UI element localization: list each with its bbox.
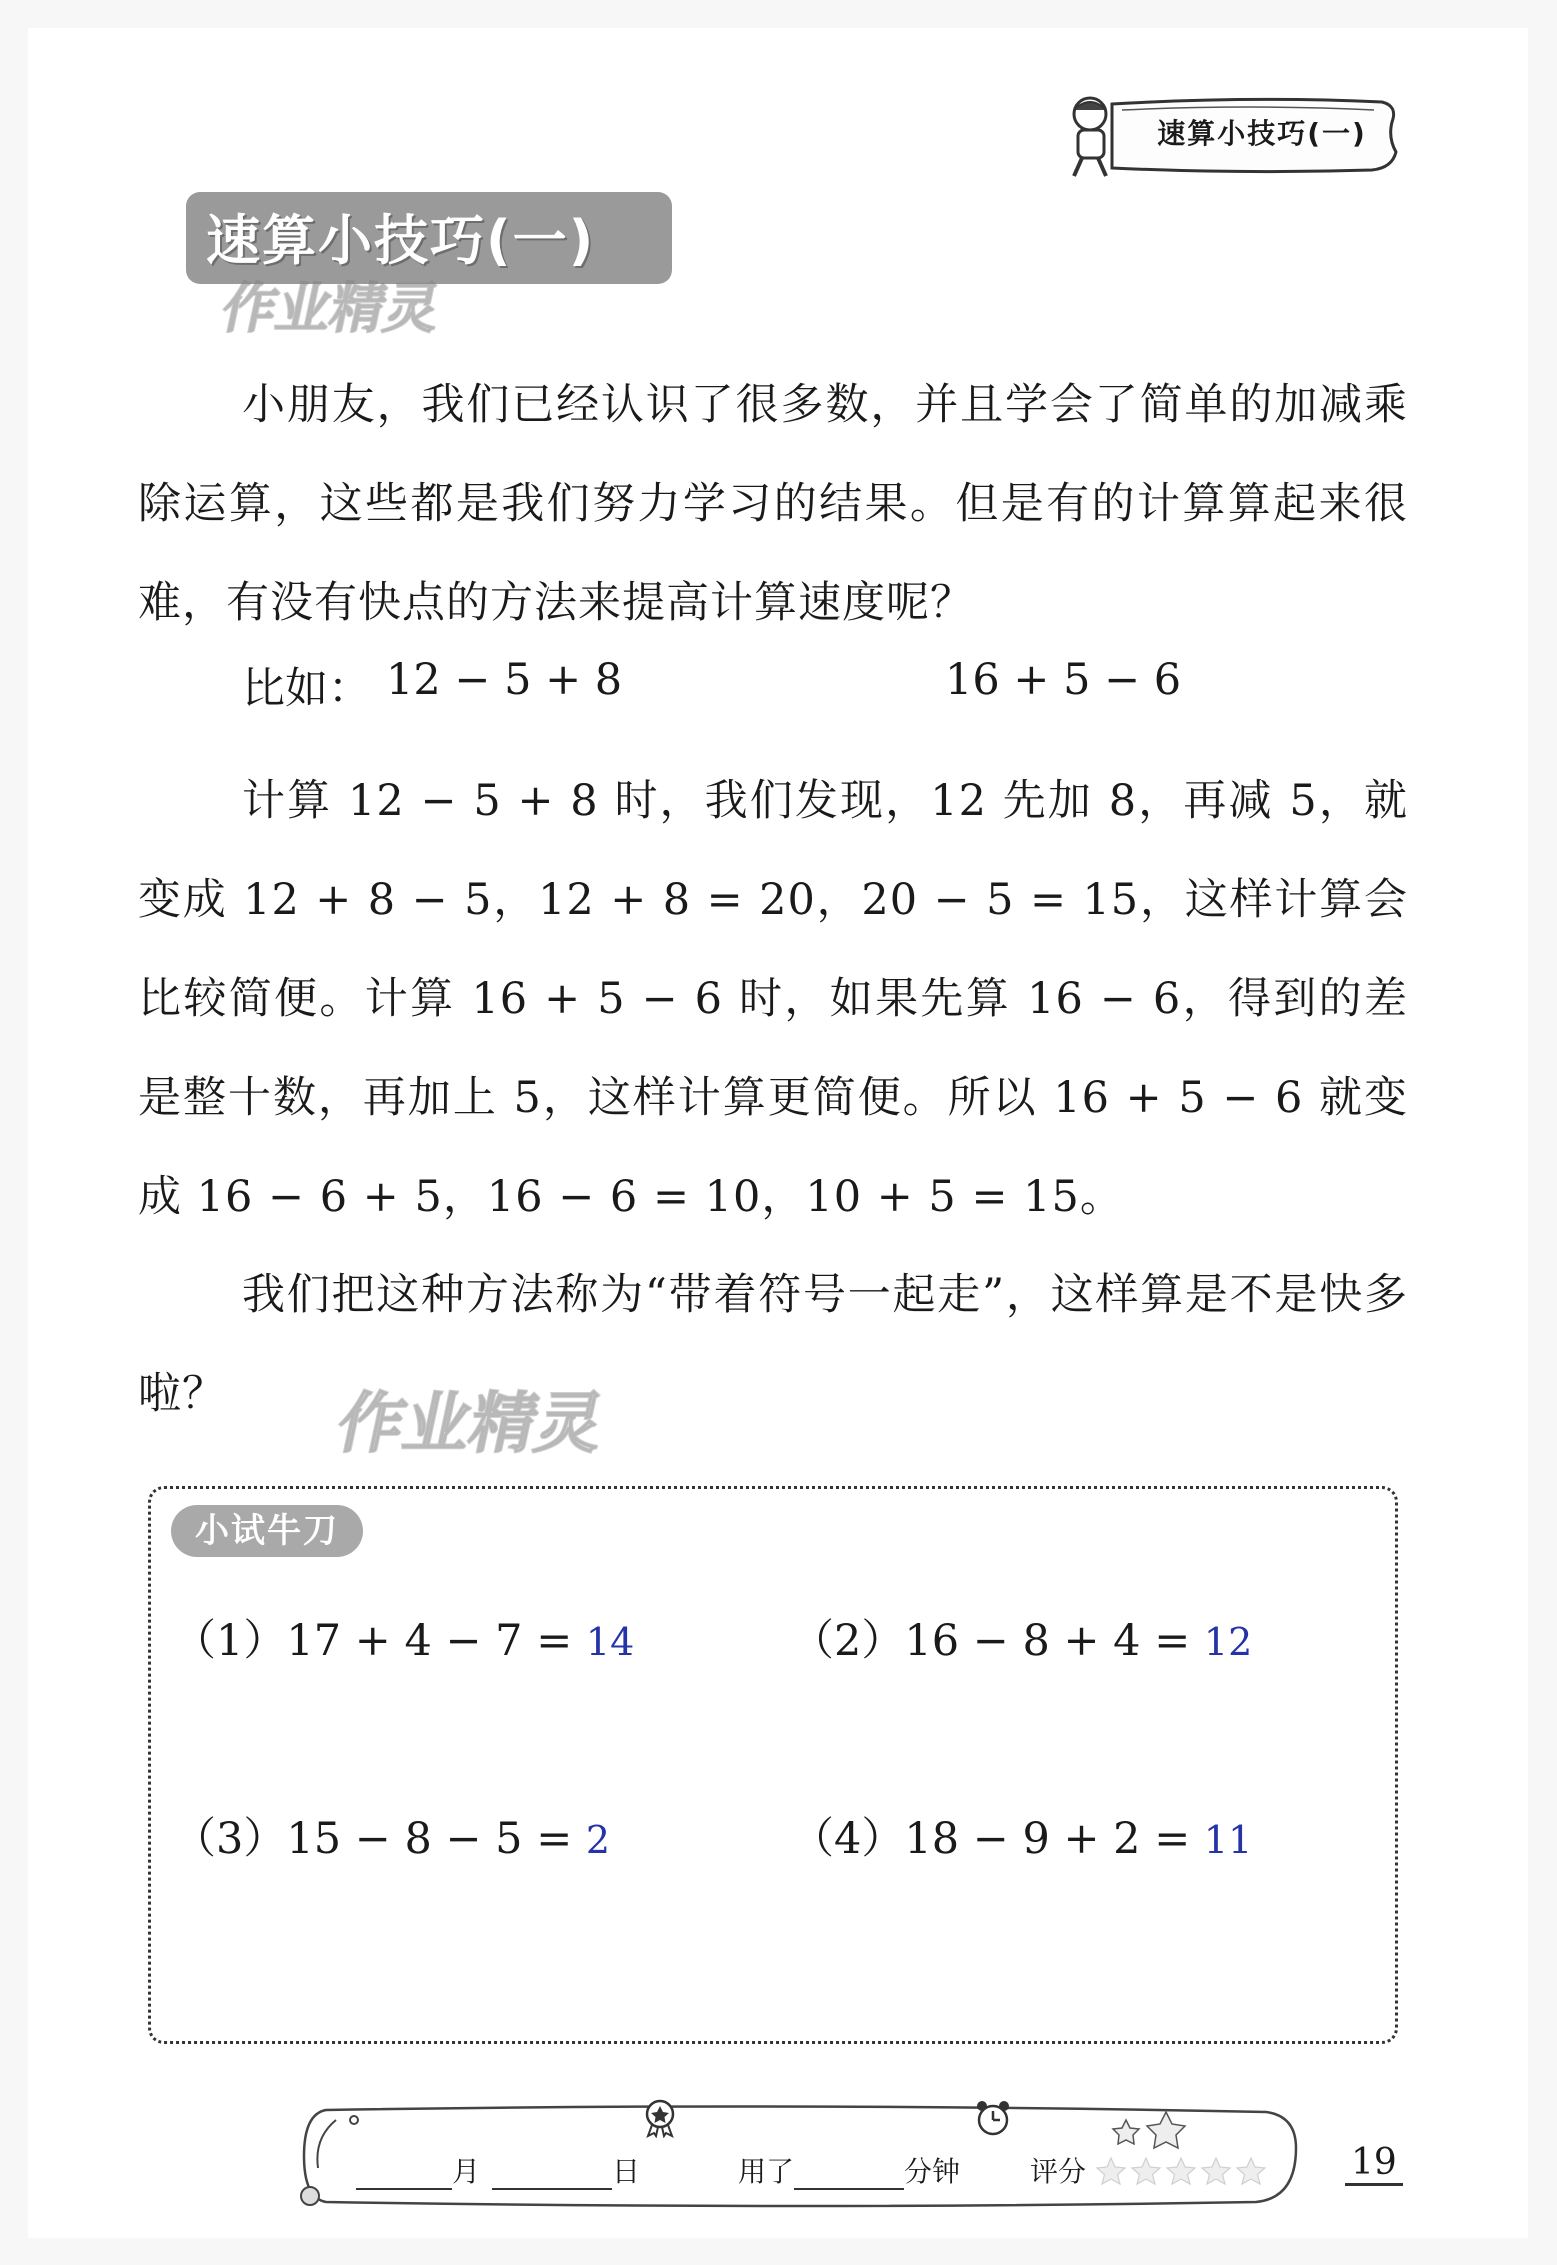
header-title: 速算小技巧(一) xyxy=(1157,117,1367,150)
score-field xyxy=(1030,2150,1086,2190)
header-tab xyxy=(1052,92,1400,180)
problem-expression: （4）18 − 9 + 2 = xyxy=(791,1814,1191,1864)
minutes-label: 分钟 xyxy=(904,2155,961,2188)
practice-problem xyxy=(791,1607,1252,1668)
problem-answer: 2 xyxy=(585,1818,611,1862)
explanation-paragraph: 计算 12 − 5 + 8 时，我们发现，12 先加 8，再减 5，就变成 12 + 8 − 5，12 + 8 = 20，20 − 5 = 15，这样计算会比较简便。计算 16 + 5 − 6 时，如果先算 16 − 6，得到的差是整十数，再加上 5，这样计算更简便。所以 16 + 5 − 6 就变成 16 − 6 + 5，16 − 6 = 10，10 + 5 = 15。 xyxy=(138,776,1408,1222)
problem-expression: （3）15 − 8 − 5 = xyxy=(173,1814,573,1864)
section-title-banner xyxy=(186,192,672,284)
score-label: 评分 xyxy=(1030,2155,1087,2188)
intro-paragraph: 小朋友，我们已经认识了很多数，并且学会了简单的加减乘除运算，这些都是我们努力学习的结果。但是有的计算算起来很难，有没有快点的方法来提高计算速度呢？ xyxy=(138,380,1408,628)
problem-answer: 12 xyxy=(1203,1620,1253,1664)
footer-record-bar xyxy=(296,2098,1336,2214)
practice-problem xyxy=(173,1607,634,1668)
watermark: 作业精灵 xyxy=(330,1385,611,1462)
problem-expression: （2）16 − 8 + 4 = xyxy=(791,1616,1191,1666)
practice-problem xyxy=(173,1805,610,1866)
practice-problem xyxy=(791,1805,1252,1866)
alarm-clock-icon xyxy=(974,2098,1012,2138)
example-expression-a: 12 − 5 + 8 xyxy=(386,655,623,705)
watermark: 作业精灵 xyxy=(216,277,446,340)
practice-tag: 小试牛刀 xyxy=(171,1505,363,1557)
practice-box xyxy=(148,1486,1398,2044)
problem-expression: （1）17 + 4 − 7 = xyxy=(173,1616,573,1666)
month-label: 月 xyxy=(452,2155,481,2188)
conclusion-paragraph: 我们把这种方法称为“带着符号一起走”，这样算是不是快多啦？ xyxy=(138,1270,1408,1419)
day-label: 日 xyxy=(612,2155,641,2188)
month-field[interactable] xyxy=(356,2150,480,2190)
time-used-field[interactable] xyxy=(738,2150,960,2190)
medal-icon xyxy=(642,2098,678,2138)
used-label: 用了 xyxy=(738,2155,795,2188)
page-number: 19 xyxy=(1345,2142,1403,2186)
example-expression-b: 16 + 5 − 6 xyxy=(945,655,1182,705)
section-title: 速算小技巧(一) xyxy=(206,209,596,272)
problem-answer: 14 xyxy=(585,1620,635,1664)
rating-stars-icon[interactable] xyxy=(1096,2156,1266,2186)
day-field[interactable] xyxy=(492,2150,640,2190)
example-label: 比如： xyxy=(242,664,371,714)
problem-answer: 11 xyxy=(1203,1818,1253,1862)
